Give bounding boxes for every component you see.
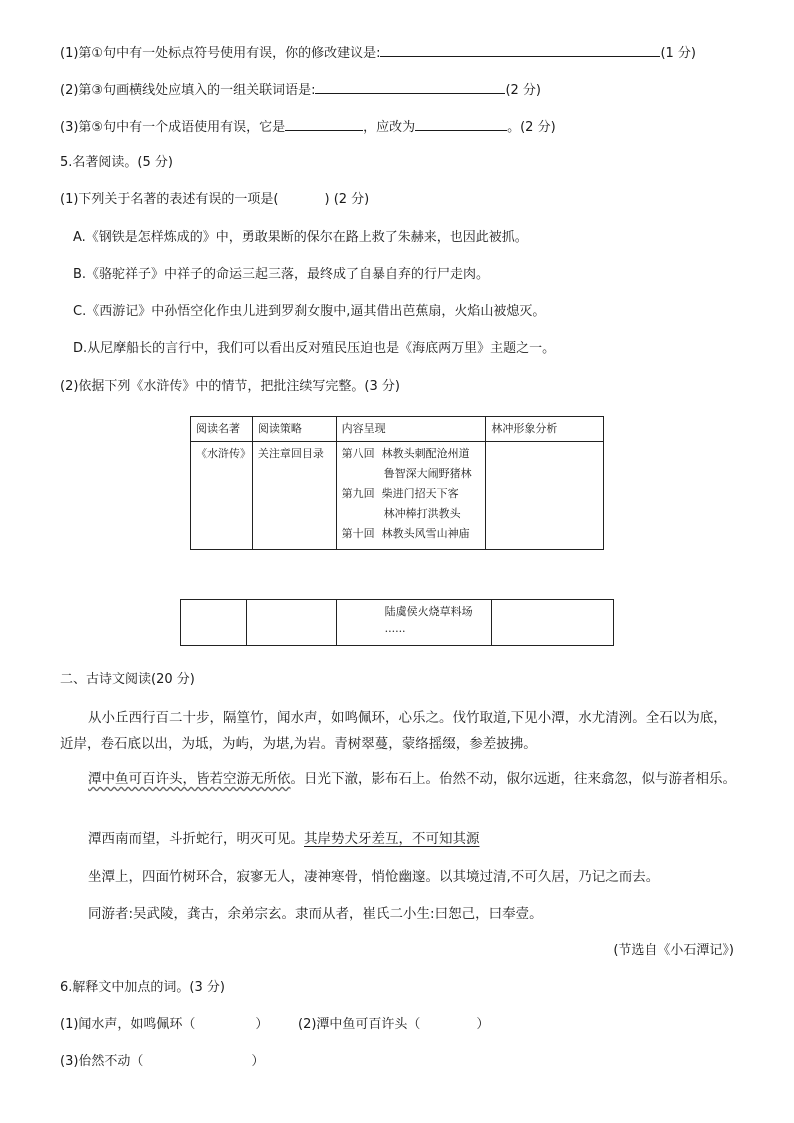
content-cell (336, 442, 486, 550)
answer-blank[interactable] (285, 116, 363, 131)
ellipsis: ...... (384, 622, 406, 635)
analysis-answer-cell[interactable] (492, 600, 614, 646)
q4-item-3: (3)第⑤句中有一个成语使用有误，它是 ，应改为 。(2 分) (60, 116, 556, 138)
water-margin-table (190, 416, 604, 550)
passage-source: (节选自《小石潭记》) (613, 943, 734, 958)
answer-blank[interactable] (315, 79, 505, 94)
passage-paragraph-5: 同游者:吴武陵，龚古，余弟宗玄。隶而从者，崔氏二小生:曰恕己，曰奉壹。 (88, 906, 543, 922)
chapter-line: 鲁智深大闹野猪林 (383, 467, 472, 480)
q5-title: 5.名著阅读。(5 分) (60, 155, 173, 170)
q6-title: 6.解释文中加点的词。(3 分) (60, 980, 225, 995)
passage-paragraph-1: 从小丘西行百二十步，隔篁竹，闻水声，如鸣佩环，心乐之。伐竹取道,下见小潭，水尤清洌。全石以为底，近岸，卷石底以出，为坻，为屿，为堪,为岩。青树翠蔓，蒙络摇缀，参差披拂。 (60, 710, 727, 752)
header-content: 内容呈现 (336, 417, 486, 442)
q6-item-3: (3)佁然不动（ ） (60, 1054, 265, 1069)
header-analysis: 林冲形象分析 (486, 417, 604, 442)
answer-blank[interactable] (415, 116, 507, 131)
book-cell: 《水浒传》 (191, 442, 253, 550)
content-cell (336, 600, 492, 646)
q4-item-1: (1)第①句中有一处标点符号使用有误，你的修改建议是: (1 分) (60, 42, 696, 64)
empty-cell (181, 600, 247, 646)
chapter-line: 第十回 林教头风雪山神庙 (341, 527, 470, 540)
passage-paragraph-4: 坐潭上，四面竹树环合，寂寥无人，凄神寒骨，悄怆幽邃。以其境过清,不可久居，乃记之而去。 (88, 869, 660, 885)
chapter-line: 陆虞侯火烧草料场 (384, 605, 473, 618)
option-a[interactable]: A.《钢铁是怎样炼成的》中，勇敢果断的保尔在路上救了朱赫来，也因此被抓。 (73, 230, 528, 245)
water-margin-table-continued (180, 599, 614, 646)
header-book: 阅读名著 (191, 417, 253, 442)
q4-item-2: (2)第③句画横线处应填入的一组关联词语是: (2 分) (60, 79, 541, 101)
option-d[interactable]: D.从尼摩船长的言行中，我们可以看出反对殖民压迫也是《海底两万里》主题之一。 (73, 341, 556, 356)
option-c[interactable]: C.《西游记》中孙悟空化作虫儿进到罗刹女腹中,逼其借出芭蕉扇，火焰山被熄灭。 (73, 304, 546, 319)
chapter-line: 第九回 柴进门招天下客 (341, 487, 459, 500)
strategy-cell: 关注章回目录 (252, 442, 336, 550)
empty-cell (246, 600, 336, 646)
chapter-line: 第八回 林教头刺配沧州道 (341, 447, 470, 460)
passage-paragraph-2: 潭中鱼可百许头，皆若空游无所依。日光下澈，影布石上。佁然不动，俶尔远逝，往来翕忽，似与游者相乐。 (88, 771, 736, 787)
table-row (191, 442, 604, 550)
table-row (181, 600, 614, 646)
table-header-row (191, 417, 604, 442)
option-b[interactable]: B.《骆驼祥子》中祥子的命运三起三落，最终成了自暴自弃的行尸走肉。 (73, 267, 490, 282)
section-title: 二、古诗文阅读(20 分) (60, 672, 195, 687)
passage-paragraph-3: 潭西南而望，斗折蛇行，明灭可见。其岸势犬牙差互，不可知其源 (88, 831, 480, 847)
q5-sub2: (2)依据下列《水浒传》中的情节，把批注续写完整。(3 分) (60, 379, 400, 394)
analysis-answer-cell[interactable] (486, 442, 604, 550)
q5-sub1: (1)下列关于名著的表述有误的一项是( ) (2 分) (60, 192, 370, 207)
chapter-line: 林冲棒打洪教头 (383, 507, 461, 520)
answer-blank[interactable] (380, 42, 660, 57)
header-strategy: 阅读策略 (252, 417, 336, 442)
q6-item-1: (1)闻水声，如鸣佩环（ ） (60, 1017, 269, 1032)
q6-item-2: (2)潭中鱼可百许头（ ） (298, 1017, 490, 1032)
